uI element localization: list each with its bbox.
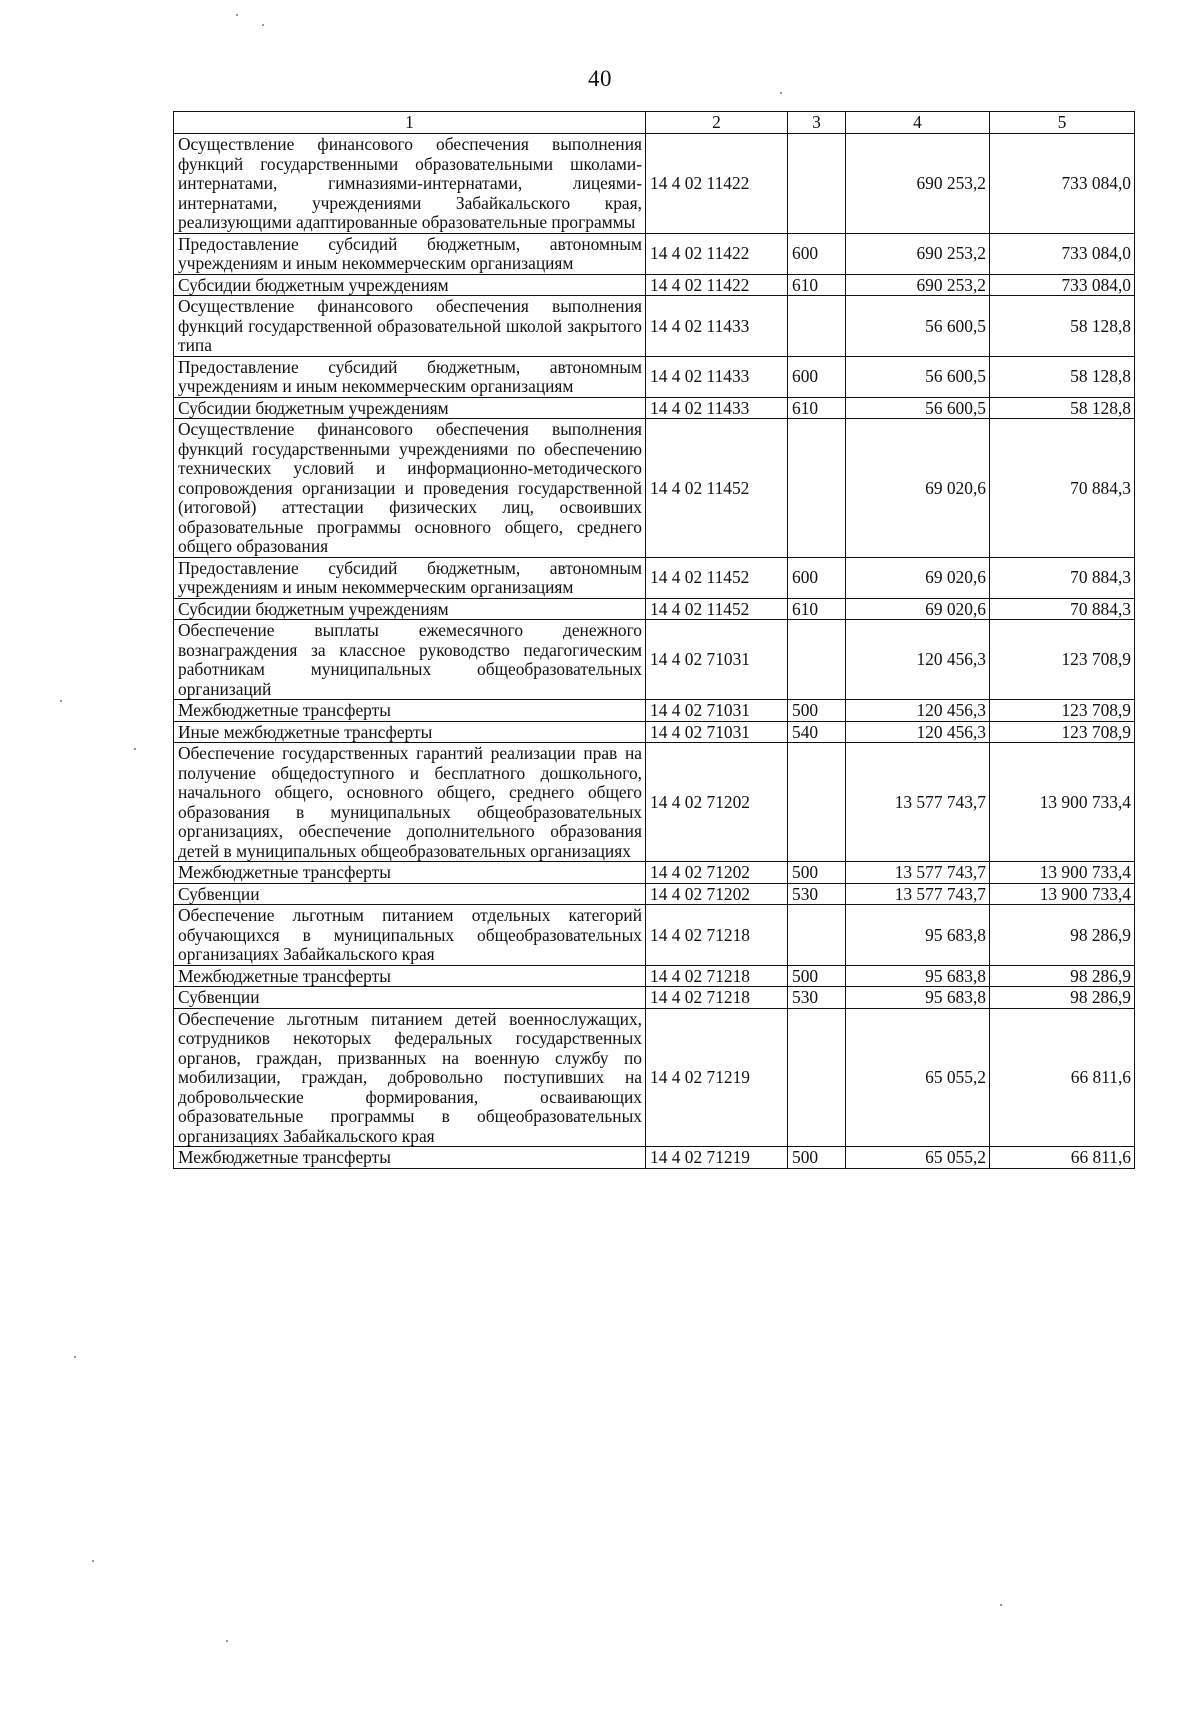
scan-speck	[74, 1356, 76, 1358]
row-expense-type-cell	[788, 296, 846, 357]
scan-speck	[60, 700, 62, 702]
row-name-cell: Предоставление субсидий бюджетным, автономным учреждениям и иным некоммерческим организациям	[174, 557, 646, 598]
table-row	[174, 905, 1135, 966]
row-code-cell: 14 4 02 71202	[646, 883, 788, 905]
row-amount-year1-cell: 690 253,2	[846, 274, 990, 296]
row-amount-year2-cell: 70 884,3	[990, 598, 1135, 620]
row-name-cell: Субсидии бюджетным учреждениям	[174, 598, 646, 620]
row-amount-year2-cell: 98 286,9	[990, 987, 1135, 1009]
row-name-cell: Предоставление субсидий бюджетным, автономным учреждениям и иным некоммерческим организациям	[174, 356, 646, 397]
page-number: 40	[588, 66, 612, 91]
row-code-cell: 14 4 02 71202	[646, 743, 788, 862]
row-name-cell: Обеспечение государственных гарантий реализации прав на получение общедоступного и бесплатного дошкольного, начального общего, основного общего, среднего общего образования в муниципальных общеобразовательных организациях, обеспечение дополнительного образования детей в муниципальных общеобразовательных организациях	[174, 743, 646, 862]
table-row	[174, 721, 1135, 743]
row-name-cell: Межбюджетные трансферты	[174, 1147, 646, 1169]
row-expense-type-cell	[788, 1008, 846, 1147]
row-amount-year1-cell: 95 683,8	[846, 905, 990, 966]
row-name-cell: Субвенции	[174, 987, 646, 1009]
row-amount-year1-cell: 120 456,3	[846, 721, 990, 743]
row-amount-year1-cell: 13 577 743,7	[846, 883, 990, 905]
row-amount-year1-cell: 13 577 743,7	[846, 743, 990, 862]
row-code-cell: 14 4 02 11452	[646, 557, 788, 598]
table-header	[174, 112, 1135, 134]
table-row	[174, 965, 1135, 987]
table-row	[174, 557, 1135, 598]
row-code-cell: 14 4 02 71218	[646, 987, 788, 1009]
row-expense-type-cell: 600	[788, 233, 846, 274]
row-code-cell: 14 4 02 11452	[646, 419, 788, 558]
row-name-cell: Субсидии бюджетным учреждениям	[174, 274, 646, 296]
table-row	[174, 743, 1135, 862]
scan-speck	[236, 14, 238, 16]
row-amount-year2-cell: 733 084,0	[990, 274, 1135, 296]
scan-speck	[262, 24, 264, 26]
row-amount-year1-cell: 65 055,2	[846, 1008, 990, 1147]
row-amount-year1-cell: 690 253,2	[846, 134, 990, 234]
row-name-cell: Предоставление субсидий бюджетным, автономным учреждениям и иным некоммерческим организациям	[174, 233, 646, 274]
row-name-cell: Осуществление финансового обеспечения выполнения функций государственными учреждениями по обеспечению технических условий и информационно-методического сопровождения организации и проведения государственной (итоговой) аттестации физических лиц, освоивших образовательные программы основного общего, среднего общего образования	[174, 419, 646, 558]
row-expense-type-cell	[788, 620, 846, 700]
row-name-cell: Обеспечение льготным питанием отдельных категорий обучающихся в муниципальных общеобразовательных организациях Забайкальского края	[174, 905, 646, 966]
table-row	[174, 296, 1135, 357]
row-expense-type-cell	[788, 419, 846, 558]
row-name-cell: Иные межбюджетные трансферты	[174, 721, 646, 743]
row-code-cell: 14 4 02 11422	[646, 233, 788, 274]
row-amount-year2-cell: 70 884,3	[990, 557, 1135, 598]
row-name-cell: Субсидии бюджетным учреждениям	[174, 397, 646, 419]
row-expense-type-cell: 540	[788, 721, 846, 743]
row-code-cell: 14 4 02 11433	[646, 296, 788, 357]
row-amount-year1-cell: 120 456,3	[846, 700, 990, 722]
row-name-cell: Субвенции	[174, 883, 646, 905]
row-code-cell: 14 4 02 71219	[646, 1008, 788, 1147]
row-name-cell: Межбюджетные трансферты	[174, 700, 646, 722]
row-code-cell: 14 4 02 11452	[646, 598, 788, 620]
scan-speck	[1000, 1604, 1002, 1606]
table-row	[174, 233, 1135, 274]
table-row	[174, 134, 1135, 234]
row-name-cell: Обеспечение выплаты ежемесячного денежного вознаграждения за классное руководство педагогическим работникам муниципальных общеобразовательных организаций	[174, 620, 646, 700]
header-col-1: 1	[174, 112, 646, 134]
row-amount-year2-cell: 123 708,9	[990, 721, 1135, 743]
row-amount-year2-cell: 123 708,9	[990, 700, 1135, 722]
row-amount-year1-cell: 69 020,6	[846, 419, 990, 558]
header-row	[174, 112, 1135, 134]
row-amount-year2-cell: 66 811,6	[990, 1147, 1135, 1169]
row-amount-year1-cell: 13 577 743,7	[846, 862, 990, 884]
row-amount-year2-cell: 123 708,9	[990, 620, 1135, 700]
table-row	[174, 274, 1135, 296]
row-amount-year2-cell: 58 128,8	[990, 397, 1135, 419]
row-amount-year2-cell: 98 286,9	[990, 905, 1135, 966]
row-expense-type-cell: 600	[788, 557, 846, 598]
row-code-cell: 14 4 02 71219	[646, 1147, 788, 1169]
row-amount-year2-cell: 58 128,8	[990, 356, 1135, 397]
row-amount-year2-cell: 733 084,0	[990, 233, 1135, 274]
row-code-cell: 14 4 02 71218	[646, 905, 788, 966]
scan-speck	[134, 748, 136, 750]
table-row	[174, 700, 1135, 722]
row-amount-year1-cell: 690 253,2	[846, 233, 990, 274]
row-name-cell: Осуществление финансового обеспечения выполнения функций государственными образовательными школами-интернатами, гимназиями-интернатами, лицеями-интернатами, учреждениями Забайкальского края, реализующими адаптированные образовательные программы	[174, 134, 646, 234]
row-amount-year1-cell: 69 020,6	[846, 557, 990, 598]
row-amount-year2-cell: 13 900 733,4	[990, 883, 1135, 905]
row-expense-type-cell: 530	[788, 987, 846, 1009]
row-expense-type-cell: 500	[788, 862, 846, 884]
row-name-cell: Осуществление финансового обеспечения выполнения функций государственной образовательной школой закрытого типа	[174, 296, 646, 357]
table-body	[174, 134, 1135, 1169]
table-row	[174, 598, 1135, 620]
row-amount-year2-cell: 98 286,9	[990, 965, 1135, 987]
header-col-3: 3	[788, 112, 846, 134]
row-code-cell: 14 4 02 11433	[646, 356, 788, 397]
row-amount-year2-cell: 58 128,8	[990, 296, 1135, 357]
row-expense-type-cell: 610	[788, 397, 846, 419]
row-name-cell: Межбюджетные трансферты	[174, 862, 646, 884]
row-amount-year2-cell: 13 900 733,4	[990, 862, 1135, 884]
header-col-2: 2	[646, 112, 788, 134]
row-amount-year2-cell: 70 884,3	[990, 419, 1135, 558]
row-expense-type-cell: 530	[788, 883, 846, 905]
row-code-cell: 14 4 02 71031	[646, 721, 788, 743]
table-row	[174, 987, 1135, 1009]
table-row	[174, 620, 1135, 700]
table-row	[174, 397, 1135, 419]
row-expense-type-cell: 600	[788, 356, 846, 397]
table-row	[174, 1008, 1135, 1147]
table-row	[174, 862, 1135, 884]
row-code-cell: 14 4 02 71202	[646, 862, 788, 884]
table-row	[174, 419, 1135, 558]
row-amount-year1-cell: 65 055,2	[846, 1147, 990, 1169]
row-code-cell: 14 4 02 11433	[646, 397, 788, 419]
row-amount-year1-cell: 95 683,8	[846, 987, 990, 1009]
row-expense-type-cell: 500	[788, 1147, 846, 1169]
row-amount-year1-cell: 69 020,6	[846, 598, 990, 620]
row-expense-type-cell: 500	[788, 700, 846, 722]
row-code-cell: 14 4 02 71031	[646, 700, 788, 722]
row-amount-year1-cell: 56 600,5	[846, 296, 990, 357]
row-expense-type-cell: 610	[788, 598, 846, 620]
scan-speck	[780, 92, 782, 94]
row-expense-type-cell	[788, 743, 846, 862]
row-expense-type-cell	[788, 134, 846, 234]
row-amount-year1-cell: 56 600,5	[846, 397, 990, 419]
header-col-5: 5	[990, 112, 1135, 134]
row-code-cell: 14 4 02 11422	[646, 134, 788, 234]
row-amount-year1-cell: 120 456,3	[846, 620, 990, 700]
row-expense-type-cell	[788, 905, 846, 966]
row-expense-type-cell: 610	[788, 274, 846, 296]
row-amount-year2-cell: 733 084,0	[990, 134, 1135, 234]
row-expense-type-cell: 500	[788, 965, 846, 987]
row-code-cell: 14 4 02 11422	[646, 274, 788, 296]
table-row	[174, 883, 1135, 905]
scan-speck	[92, 1560, 94, 1562]
row-code-cell: 14 4 02 71031	[646, 620, 788, 700]
row-amount-year1-cell: 95 683,8	[846, 965, 990, 987]
row-amount-year2-cell: 13 900 733,4	[990, 743, 1135, 862]
table-row	[174, 356, 1135, 397]
row-code-cell: 14 4 02 71218	[646, 965, 788, 987]
scan-speck	[226, 1640, 228, 1642]
row-amount-year1-cell: 56 600,5	[846, 356, 990, 397]
budget-table	[173, 111, 1135, 1169]
row-name-cell: Межбюджетные трансферты	[174, 965, 646, 987]
table-row	[174, 1147, 1135, 1169]
row-amount-year2-cell: 66 811,6	[990, 1008, 1135, 1147]
row-name-cell: Обеспечение льготным питанием детей военнослужащих, сотрудников некоторых федеральных государственных органов, граждан, призванных на военную службу по мобилизации, граждан, добровольно поступивших на добровольческие формирования, осваивающих образовательные программы в общеобразовательных организациях Забайкальского края	[174, 1008, 646, 1147]
header-col-4: 4	[846, 112, 990, 134]
